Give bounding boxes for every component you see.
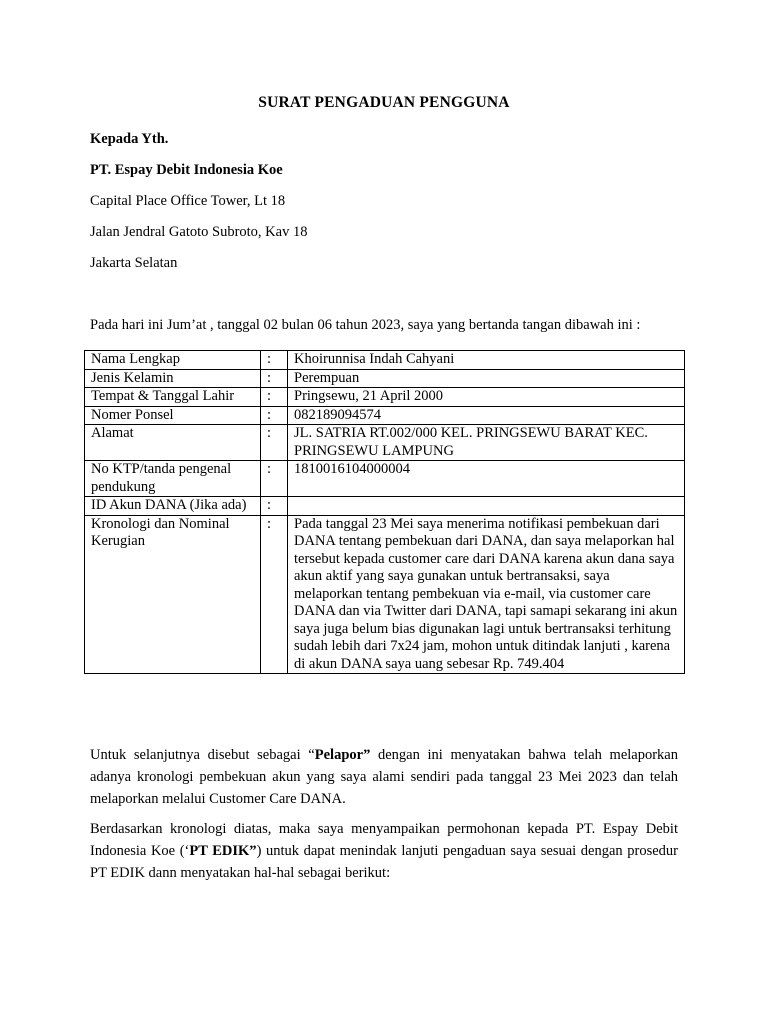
intro-statement: Pada hari ini Jum’at , tanggal 02 bulan 06 tahun 2023, saya yang bertanda tangan dibawah ini : bbox=[90, 317, 641, 333]
row-value: JL. SATRIA RT.002/000 KEL. PRINGSEWU BARAT KEC. PRINGSEWU LAMPUNG bbox=[288, 425, 685, 461]
row-colon: : bbox=[261, 497, 288, 516]
paragraph-bold-term: Pelapor” bbox=[314, 747, 371, 763]
table-row bbox=[85, 497, 685, 516]
row-value: 082189094574 bbox=[288, 406, 685, 425]
paragraph-text: ) untuk dapat menindak lanjuti pengaduan saya sesuai dengan prosedur PT EDIK dann menyatakan hal-hal sebagai berikut: bbox=[90, 843, 678, 881]
row-value: Pada tanggal 23 Mei saya menerima notifikasi pembekuan dari DANA tentang pembekuan dari DANA, dan saya melaporkan hal tersebut kepada customer care dari DANA karena akun dana saya akun aktif yang saya gunakan untuk bertransaksi, saya melaporkan tentang pembekuan via e-mail, via customer care DANA dan via Twitter dari DANA, tapi samapi sekarang ini akun saya juga belum bias digunakan lagi untuk bertransaksi terhitung sudah lebih dari 7x24 jam, mohon untuk ditindak lanjuti , karena di akun DANA saya uang sebesar Rp. 749.404 bbox=[288, 515, 685, 674]
paragraph-request bbox=[90, 818, 678, 884]
row-label: Alamat bbox=[85, 425, 261, 461]
recipient-address-line1: Capital Place Office Tower, Lt 18 bbox=[90, 193, 286, 209]
row-label: Nomer Ponsel bbox=[85, 406, 261, 425]
row-colon: : bbox=[261, 351, 288, 370]
row-colon: : bbox=[261, 369, 288, 388]
row-colon: : bbox=[261, 515, 288, 674]
recipient-salutation: Kepada Yth. bbox=[90, 131, 169, 147]
recipient-company: PT. Espay Debit Indonesia Koe bbox=[90, 162, 283, 178]
recipient-address-line3: Jakarta Selatan bbox=[90, 255, 178, 271]
recipient-address-line2: Jalan Jendral Gatoto Subroto, Kav 18 bbox=[90, 224, 308, 240]
row-value: Khoirunnisa Indah Cahyani bbox=[288, 351, 685, 370]
paragraph-text: Berdasarkan kronologi diatas, maka saya menyampaikan permohonan kepada PT. Espay Debit Indonesia Koe (‘ bbox=[90, 821, 678, 859]
row-colon: : bbox=[261, 406, 288, 425]
table-row bbox=[85, 515, 685, 674]
table-row bbox=[85, 461, 685, 497]
table-row bbox=[85, 369, 685, 388]
table-row bbox=[85, 406, 685, 425]
paragraph-text: dengan ini menyatakan bahwa telah melaporkan adanya kronologi pembekuan akun yang saya alami sendiri pada tanggal 23 Mei 2023 dan telah melaporkan melalui Customer Care DANA. bbox=[90, 747, 678, 807]
row-colon: : bbox=[261, 461, 288, 497]
row-label: Tempat & Tanggal Lahir bbox=[85, 388, 261, 407]
document-title: SURAT PENGADUAN PENGGUNA bbox=[258, 94, 510, 111]
paragraph-reporter-statement bbox=[90, 744, 678, 810]
row-label: No KTP/tanda pengenal pendukung bbox=[85, 461, 261, 497]
row-label: Nama Lengkap bbox=[85, 351, 261, 370]
paragraph-bold-term: PT EDIK” bbox=[189, 843, 257, 859]
row-colon: : bbox=[261, 388, 288, 407]
row-label: Kronologi dan Nominal Kerugian bbox=[85, 515, 261, 674]
row-value: Pringsewu, 21 April 2000 bbox=[288, 388, 685, 407]
row-value: Perempuan bbox=[288, 369, 685, 388]
row-value bbox=[288, 497, 685, 516]
row-value: 1810016104000004 bbox=[288, 461, 685, 497]
row-label: Jenis Kelamin bbox=[85, 369, 261, 388]
identity-table bbox=[84, 350, 685, 674]
row-colon: : bbox=[261, 425, 288, 461]
table-row bbox=[85, 351, 685, 370]
paragraph-text: Untuk selanjutnya disebut sebagai “ bbox=[90, 747, 315, 763]
table-row bbox=[85, 425, 685, 461]
row-label: ID Akun DANA (Jika ada) bbox=[85, 497, 261, 516]
table-row bbox=[85, 388, 685, 407]
